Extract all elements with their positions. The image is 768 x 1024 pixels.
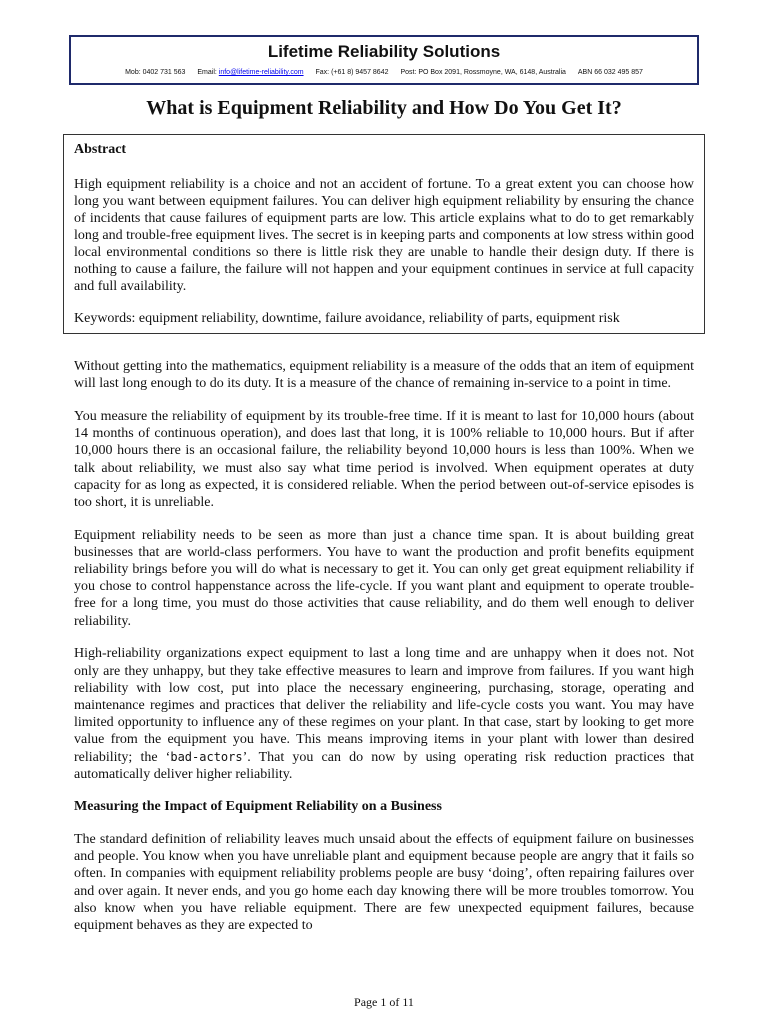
abstract-heading: Abstract	[74, 142, 127, 157]
abstract-text: High equipment reliability is a choice and not an accident of fortune. To a great extent you can choose how long you want between equipment failures. You can deliver high equipment reliability by ensuring the chance of incidents that cause failures of equipment parts are low. This article explains what to do to get remarkably long and trouble-free equipment lives. The secret is in keeping parts and components at low stress within good local environmental conditions so there is little risk they are unable to handle their design duty. If there is nothing to cause a failure, the failure will not happen and your equipment continues in service at full capacity and full availability.	[74, 177, 694, 294]
paragraph-3: Equipment reliability needs to be seen as more than just a chance time span. It is about building great businesses that are world-class performers. You have to want the production and profit benefits equipment reliability brings before you will do what is necessary to get it. You can only get great equipment reliability if you chose to control happenstance across the life-cycle. If you want plant and equipment to operate trouble-free for a long time, you must do those activities that cause reliability, and do them well enough to deliver reliability.	[74, 527, 694, 629]
keywords: Keywords: equipment reliability, downtime, failure avoidance, reliability of parts, equipment risk	[74, 311, 620, 326]
postal-address: Post: PO Box 2091, Rossmoyne, WA, 6148, Australia	[400, 69, 566, 76]
document-title: What is Equipment Reliability and How Do You Get It?	[146, 97, 622, 119]
paragraph-4-start: High-reliability organizations expect equipment to last a long time and are unhappy when it does not. Not only are they unhappy, but they take effective measures to learn and improve from failures. If you want high reliability with low cost, put into place the necessary engineering, purchasing, storage, operating and maintenance regimes and practices that deliver the reliability and life-cycle costs you want. You may have limited opportunity to influence any of these regimes on your plant. In that case, start by looking to get more value from the equipment you have. This means improving items in your plant with lower than desired reliability; the ‘	[74, 646, 694, 765]
paragraph-4-end: ’. That you can do now by using operating risk reduction practices that automatically deliver higher reliability.	[74, 749, 694, 782]
section-heading: Measuring the Impact of Equipment Reliability on a Business	[74, 799, 442, 815]
paragraph-4	[74, 645, 694, 783]
contact-line	[71, 69, 697, 76]
paragraph-2: You measure the reliability of equipment by its trouble-free time. If it is meant to last for 10,000 hours (about 14 months of continuous operation), and does last that long, it is 100% reliable to 10,000 hours. But if after 10,000 hours there is an occasional failure, the reliability beyond 10,000 hours is less than 100%. When we talk about reliability, we must also say what time period is involved. When equipment operates at duty capacity for as long as expected, it is considered reliable. When the period between out-of-service episodes is too short, it is unreliable.	[74, 408, 694, 510]
paragraph-5: The standard definition of reliability leaves much unsaid about the effects of equipment failure on businesses and people. You know when you have unreliable plant and equipment because people are angry that it fails so often. In companies with equipment reliability problems people are busy ‘doing’, often repairing failures over and over again. It never ends, and you go home each day knowing there will be more troubles tomorrow. You also know when you have reliable equipment. There are few unexpected equipment failures, because equipment behaves as they are expected to	[74, 831, 694, 933]
email-block	[197, 69, 303, 76]
email-link[interactable]: info@lifetime-reliability.com	[218, 69, 304, 76]
page-number: Page 1 of 11	[354, 995, 414, 1009]
email-label: Email:	[197, 69, 217, 76]
fax-number: Fax: (+61 8) 9457 8642	[315, 69, 389, 76]
article-body	[74, 358, 694, 950]
mobile-number: Mob: 0402 731 563	[125, 69, 186, 76]
abn-number: ABN 66 032 495 857	[577, 69, 643, 76]
company-name: Lifetime Reliability Solutions	[267, 42, 501, 61]
letterhead-box	[69, 35, 699, 85]
paragraph-1: Without getting into the mathematics, equipment reliability is a measure of the odds that an item of equipment will last long enough to do its duty. It is a measure of the chance of remaining in-service to a point in time.	[74, 359, 694, 392]
bad-actors-term: bad-actors	[170, 749, 243, 764]
abstract-box	[63, 134, 705, 334]
